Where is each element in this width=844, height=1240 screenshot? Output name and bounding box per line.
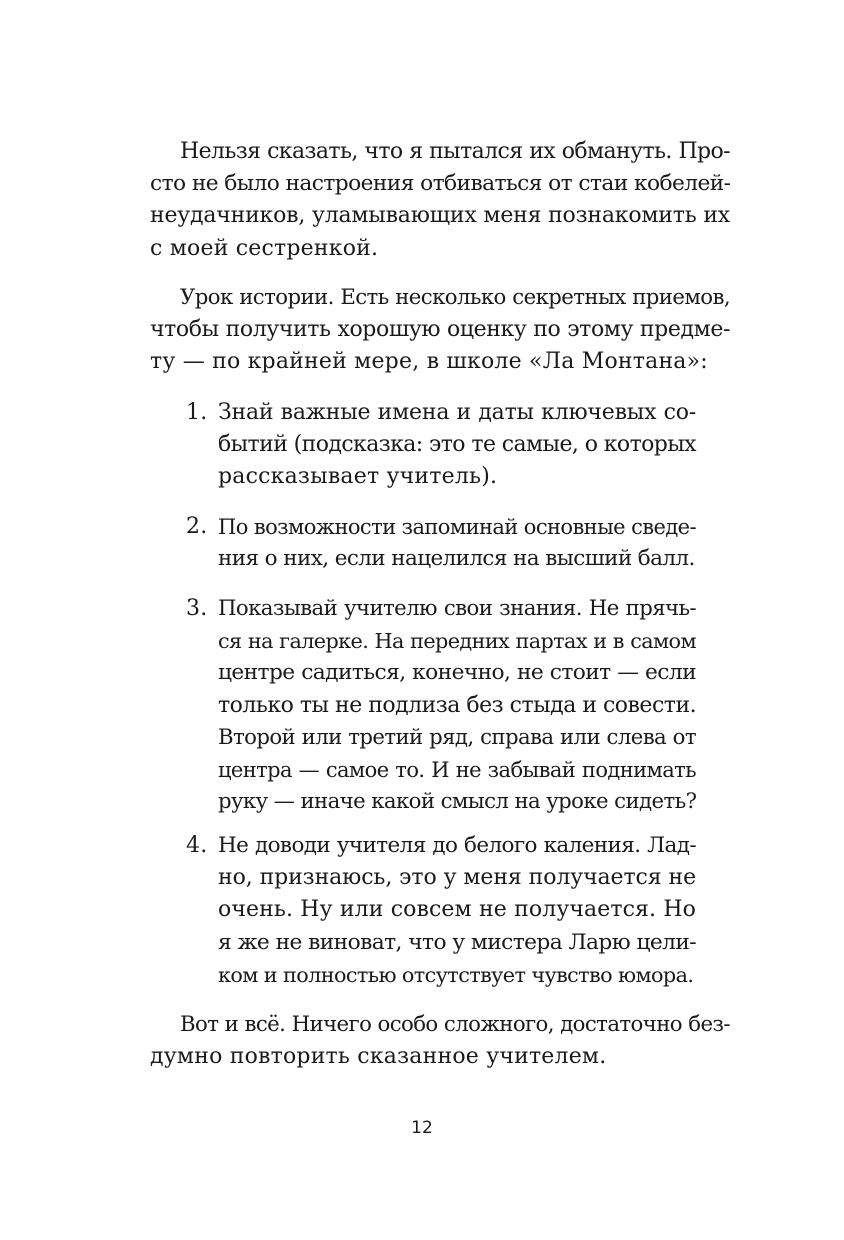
list-item-body bbox=[218, 511, 696, 575]
list-line: Знай важные имена и даты ключевых со- bbox=[218, 400, 696, 425]
list-line: руку — иначе какой смысл на уроке сидеть? bbox=[218, 789, 697, 815]
paragraph-line: ту — по крайней мере, в школе «Ла Монтана»: bbox=[150, 349, 708, 375]
list-line: бытий (подсказка: это те самые, о которых bbox=[218, 432, 696, 458]
list-item-body bbox=[218, 593, 696, 818]
list-number: 1. bbox=[186, 400, 208, 425]
list-line: центре садиться, конечно, не стоит — если bbox=[218, 660, 696, 686]
list-line: По возможности запоминай основные сведе- bbox=[218, 515, 696, 539]
list-line: центра — самое то. И не забывай поднимать bbox=[218, 757, 696, 782]
paragraph-line: сто не было настроения отбиваться от стаи кобелей- bbox=[150, 171, 731, 197]
list-line: я же не виноват, что у мистера Ларю цели- bbox=[218, 929, 696, 955]
list-item-body bbox=[218, 830, 696, 991]
paragraph-line: Вот и всё. Ничего особо сложного, достаточно без- bbox=[180, 1012, 730, 1037]
list-item-body bbox=[218, 397, 696, 494]
paragraph-line: Нельзя сказать, что я пытался их обмануть. Про- bbox=[180, 139, 730, 164]
list-line: рассказывает учитель). bbox=[218, 464, 498, 490]
page-number: 12 bbox=[411, 1118, 433, 1138]
list-number: 4. bbox=[186, 833, 208, 858]
paragraph-2 bbox=[150, 282, 730, 379]
list-line: ния о них, если нацелился на высший балл. bbox=[218, 546, 695, 572]
list-line: но, признаюсь, это у меня получается не bbox=[218, 865, 696, 891]
paragraph-line: Урок истории. Есть несколько секретных приемов, bbox=[180, 285, 730, 310]
list-line: очень. Ну или совсем не получается. Но bbox=[218, 897, 696, 923]
paragraph-line: с моей сестренкой. bbox=[150, 235, 379, 261]
list-line: Второй или третий ряд, справа или слева от bbox=[218, 724, 696, 750]
list-number: 2. bbox=[186, 514, 208, 539]
list-line: Показывай учителю свои знания. Не прячь- bbox=[218, 596, 696, 621]
list-line: Не доводи учителя до белого каления. Лад- bbox=[218, 833, 696, 858]
paragraph-1 bbox=[150, 136, 730, 265]
list-line: ся на галерке. На передних партах и в самом bbox=[218, 629, 696, 654]
paragraph-line: неудачников, уламывающих меня познакомить их bbox=[150, 203, 730, 229]
paragraph-line: думно повторить сказанное учителем. bbox=[150, 1044, 607, 1070]
closing-paragraph bbox=[150, 1009, 730, 1073]
list-line: ком и полностью отсутствует чувство юмора. bbox=[218, 962, 694, 987]
paragraph-line: чтобы получить хорошую оценку по этому предме- bbox=[150, 317, 730, 343]
list-number: 3. bbox=[186, 596, 208, 621]
list-line: только ты не подлиза без стыда и совести. bbox=[218, 692, 697, 718]
